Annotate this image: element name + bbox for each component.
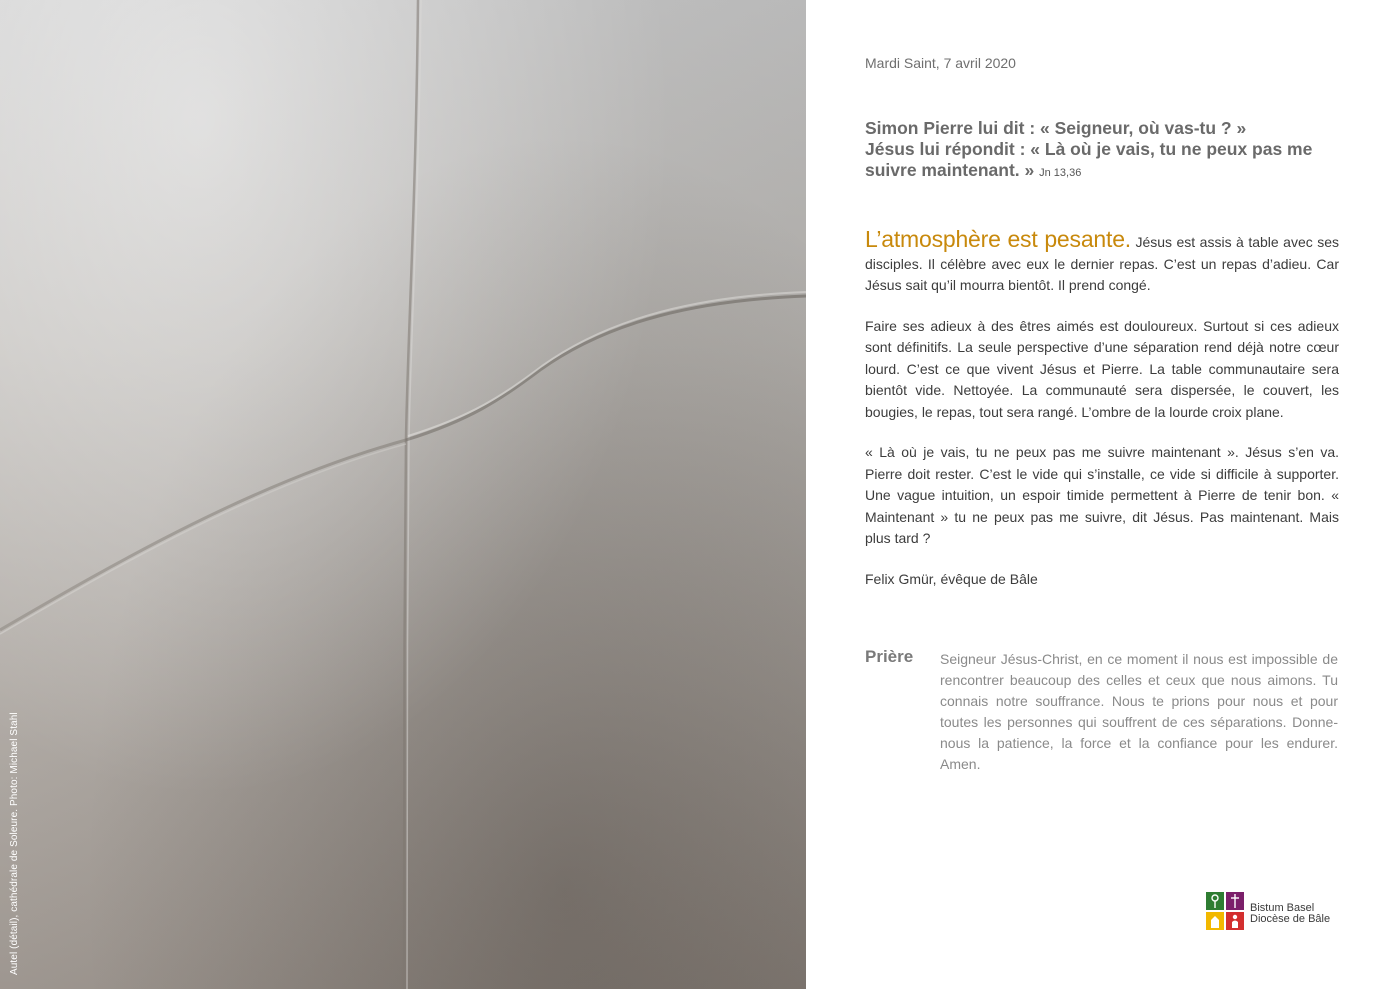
prayer-text: Seigneur Jésus-Christ, en ce moment il nous est impossible de rencontrer beaucoup des celles et ceux que nous aimons. Tu connais notre souffrance. Nous te prions pour nous et pour toutes les personnes qui souffrent de ces séparations. Donne-nous la patience, la force et la confiance pour les endurer. Amen. — [940, 651, 1338, 772]
paragraph-1-text: Jésus est assis à table avec ses disciples. Il célèbre avec eux le dernier repas. C’est un repas d’adieu. Car Jésus sait qu’il mourra bientôt. Il prend congé. — [865, 234, 1339, 293]
logo-church-icon — [1206, 912, 1224, 930]
verse-line-1: Simon Pierre lui dit : « Seigneur, où vas-tu ? » — [865, 118, 1247, 138]
logo-crozier-icon — [1206, 892, 1224, 910]
verse-line-2 — [865, 139, 1339, 184]
diocese-logo — [1206, 892, 1346, 932]
bible-verse — [865, 118, 1339, 184]
logo-text — [1250, 903, 1330, 925]
paragraph-1 — [865, 226, 1339, 297]
author-signature: Felix Gmür, évêque de Bâle — [865, 570, 1038, 587]
photo-credit: Autel (détail), cathédrale de Soleure. Photo: Michael Stahl — [9, 712, 20, 975]
logo-cross-icon — [1226, 892, 1244, 910]
prayer-label: Prière — [865, 647, 914, 666]
meditation-text — [865, 226, 1339, 609]
logo-mark-icon — [1206, 892, 1244, 930]
logo-line-1: Bistum Basel — [1250, 902, 1315, 914]
paragraph-2: Faire ses adieux à des êtres aimés est douloureux. Surtout si ces adieux sont définitifs. La seule perspective d’une séparation rend déjà notre cœur lourd. C’est ce que vivent Jésus et Pierre. La table communautaire sera bientôt vide. Nettoyée. La communauté sera dispersée, le couvert, les bougies, le repas, tout sera rangé. L’ombre de la lourde croix plane. — [865, 317, 1339, 420]
verse-reference: Jn 13,36 — [1039, 167, 1082, 179]
verse-line-2-text: Jésus lui répondit : « Là où je vais, tu ne peux pas me suivre maintenant. » — [865, 139, 1313, 180]
logo-line-2: Diocèse de Bâle — [1250, 913, 1331, 925]
logo-figure-icon — [1226, 912, 1244, 930]
paragraph-3: « Là où je vais, tu ne peux pas me suivre maintenant ». Jésus s’en va. Pierre doit rester. C’est le vide qui s’installe, ce vide si difficile à supporter. Une vague intuition, un espoir timide permettent à Pierre de tenir bon. « Maintenant » tu ne peux pas me suivre, dit Jésus. Pas maintenant. Mais plus tard ? — [865, 444, 1339, 546]
page-date: Mardi Saint, 7 avril 2020 — [865, 55, 1016, 71]
lead-phrase: L’atmosphère est pesante. — [865, 226, 1131, 252]
